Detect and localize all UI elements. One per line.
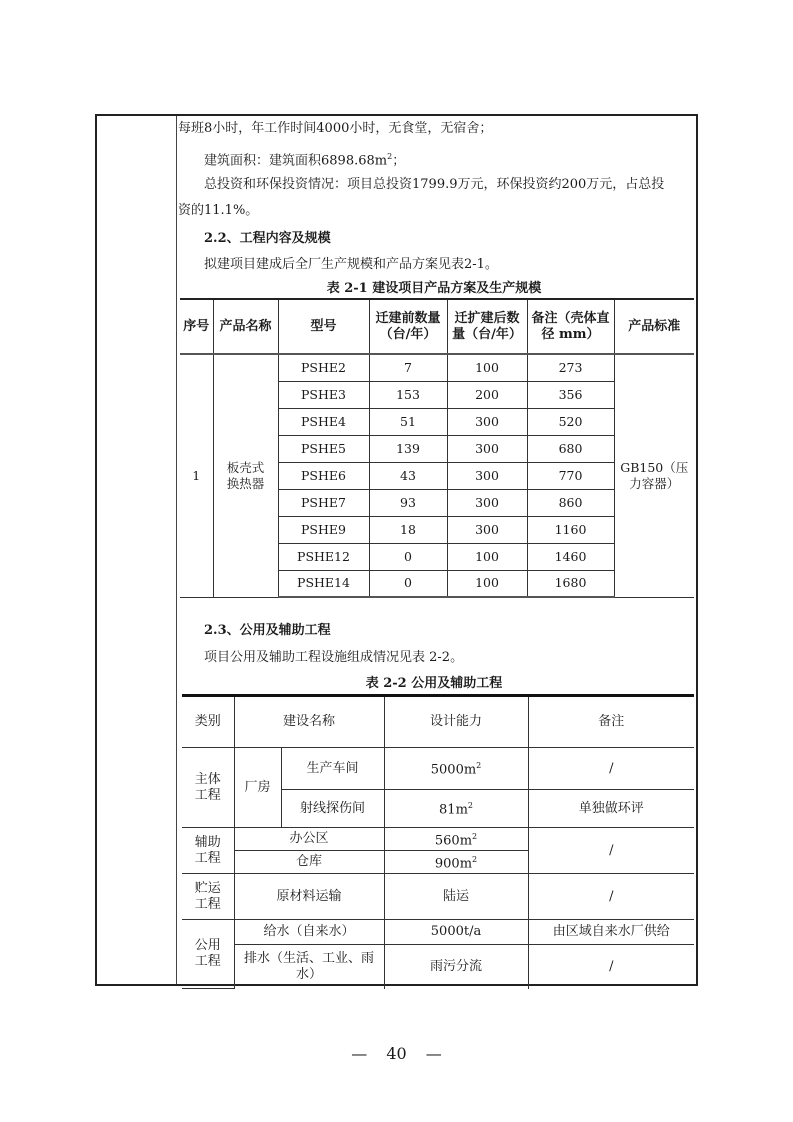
cell-diameter: 1460 xyxy=(527,543,614,570)
column-divider xyxy=(176,116,177,984)
cell-model: PSHE5 xyxy=(278,435,369,462)
cell-note: / xyxy=(528,874,694,920)
cell-before: 93 xyxy=(369,489,447,516)
cell-after: 300 xyxy=(447,516,527,543)
cell-note: / xyxy=(528,945,694,989)
superscript: 2 xyxy=(476,761,482,771)
cell-after: 300 xyxy=(447,408,527,435)
cell-before: 43 xyxy=(369,462,447,489)
cell-capacity xyxy=(384,748,528,790)
cell-before: 7 xyxy=(369,354,447,381)
table-header-row xyxy=(180,299,694,354)
cell-model: PSHE3 xyxy=(278,381,369,408)
cell-diameter: 356 xyxy=(527,381,614,408)
cell-before: 18 xyxy=(369,516,447,543)
cell-capacity: 陆运 xyxy=(384,874,528,920)
cell-diameter: 860 xyxy=(527,489,614,516)
cell-after: 100 xyxy=(447,543,527,570)
cell-name: 排水（生活、工业、雨水） xyxy=(234,945,384,989)
cell-category-utility: 公用工程 xyxy=(182,920,234,989)
page-number: 40 xyxy=(386,1044,407,1063)
cell-before: 0 xyxy=(369,570,447,597)
cell-model: PSHE2 xyxy=(278,354,369,381)
paragraph-investment: 总投资和环保投资情况：项目总投资1799.9万元，环保投资约200万元，占总投 xyxy=(204,177,665,192)
capacity-value: 5000m xyxy=(430,762,477,778)
capacity-value: 81m xyxy=(439,802,468,818)
header-model: 型号 xyxy=(278,299,369,354)
header-standard: 产品标准 xyxy=(614,299,694,354)
section-heading-2-3: 2.3、公用及辅助工程 xyxy=(204,623,331,638)
utility-table xyxy=(182,694,694,989)
cell-capacity: 5000t/a xyxy=(384,920,528,945)
cell-note: 单独做环评 xyxy=(528,790,694,828)
header-index: 序号 xyxy=(180,299,213,354)
cell-standard: GB150（压力容器） xyxy=(614,354,694,597)
header-after-qty: 迁扩建后数量（台/年） xyxy=(447,299,527,354)
cell-category-main: 主体工程 xyxy=(182,748,234,828)
table-header-row xyxy=(182,696,694,748)
section-heading-2-2: 2.2、工程内容及规模 xyxy=(204,231,331,246)
cell-name: 原材料运输 xyxy=(234,874,384,920)
header-capacity: 设计能力 xyxy=(384,696,528,748)
cell-building: 厂房 xyxy=(234,748,281,828)
cell-category-aux: 辅助工程 xyxy=(182,828,234,874)
cell-after: 300 xyxy=(447,489,527,516)
section-text-2-2: 拟建项目建成后全厂生产规模和产品方案见表2-1。 xyxy=(204,257,498,272)
paragraph-building-area xyxy=(178,147,690,171)
cell-diameter: 680 xyxy=(527,435,614,462)
table-row xyxy=(182,920,694,945)
cell-name: 办公区 xyxy=(234,828,384,851)
document-frame xyxy=(95,114,698,986)
product-table xyxy=(180,298,694,598)
superscript: 2 xyxy=(472,854,478,864)
table-caption-2-1: 表 2-1 建设项目产品方案及生产规模 xyxy=(326,281,542,296)
superscript: 2 xyxy=(472,831,478,841)
building-area-text: 建筑面积：建筑面积6898.68m xyxy=(204,153,388,169)
cell-index: 1 xyxy=(180,354,213,597)
cell-before: 139 xyxy=(369,435,447,462)
cell-before: 0 xyxy=(369,543,447,570)
punctuation: ； xyxy=(392,153,406,169)
page-footer xyxy=(0,1044,793,1063)
table-row xyxy=(180,354,694,381)
cell-note: 由区域自来水厂供给 xyxy=(528,920,694,945)
header-note-diameter: 备注（壳体直径 mm） xyxy=(527,299,614,354)
superscript: 2 xyxy=(467,801,473,811)
cell-name: 给水（自来水） xyxy=(234,920,384,945)
cell-diameter: 1160 xyxy=(527,516,614,543)
table-row xyxy=(182,874,694,920)
cell-name: 射线探伤间 xyxy=(281,790,384,828)
cell-note: / xyxy=(528,828,694,874)
cell-model: PSHE9 xyxy=(278,516,369,543)
cell-note: / xyxy=(528,748,694,790)
cell-model: PSHE12 xyxy=(278,543,369,570)
header-before-qty: 迁建前数量（台/年） xyxy=(369,299,447,354)
paragraph-shift-hours: 每班8小时，年工作时间4000小时，无食堂，无宿舍； xyxy=(178,121,493,136)
cell-capacity xyxy=(384,790,528,828)
cell-after: 200 xyxy=(447,381,527,408)
cell-model: PSHE6 xyxy=(278,462,369,489)
header-name: 建设名称 xyxy=(234,696,384,748)
header-category: 类别 xyxy=(182,696,234,748)
cell-product-name: 板壳式换热器 xyxy=(213,354,278,597)
cell-before: 51 xyxy=(369,408,447,435)
cell-after: 300 xyxy=(447,435,527,462)
table-row xyxy=(182,748,694,790)
cell-before: 153 xyxy=(369,381,447,408)
content-cell xyxy=(178,116,690,984)
cell-name: 仓库 xyxy=(234,851,384,874)
cell-after: 300 xyxy=(447,462,527,489)
header-note: 备注 xyxy=(528,696,694,748)
cell-model: PSHE7 xyxy=(278,489,369,516)
cell-category-storage: 贮运工程 xyxy=(182,874,234,920)
capacity-value: 900m xyxy=(434,856,473,872)
cell-capacity xyxy=(384,828,528,851)
cell-after: 100 xyxy=(447,570,527,597)
superscript: 2 xyxy=(387,152,393,161)
cell-model: PSHE14 xyxy=(278,570,369,597)
capacity-value: 560m xyxy=(434,833,473,849)
cell-model: PSHE4 xyxy=(278,408,369,435)
cell-diameter: 1680 xyxy=(527,570,614,597)
cell-after: 100 xyxy=(447,354,527,381)
table-row xyxy=(182,945,694,989)
table-caption-2-2: 表 2-2 公用及辅助工程 xyxy=(365,676,503,691)
cell-name: 生产车间 xyxy=(281,748,384,790)
table-row xyxy=(182,828,694,851)
cell-capacity xyxy=(384,851,528,874)
cell-diameter: 770 xyxy=(527,462,614,489)
footer-dash-left: — xyxy=(351,1044,368,1063)
cell-capacity: 雨污分流 xyxy=(384,945,528,989)
cell-diameter: 273 xyxy=(527,354,614,381)
footer-dash-right: — xyxy=(425,1044,442,1063)
cell-diameter: 520 xyxy=(527,408,614,435)
header-product-name: 产品名称 xyxy=(213,299,278,354)
paragraph-investment-cont: 资的11.1%。 xyxy=(178,203,259,218)
section-text-2-3: 项目公用及辅助工程设施组成情况见表 2-2。 xyxy=(204,650,464,665)
